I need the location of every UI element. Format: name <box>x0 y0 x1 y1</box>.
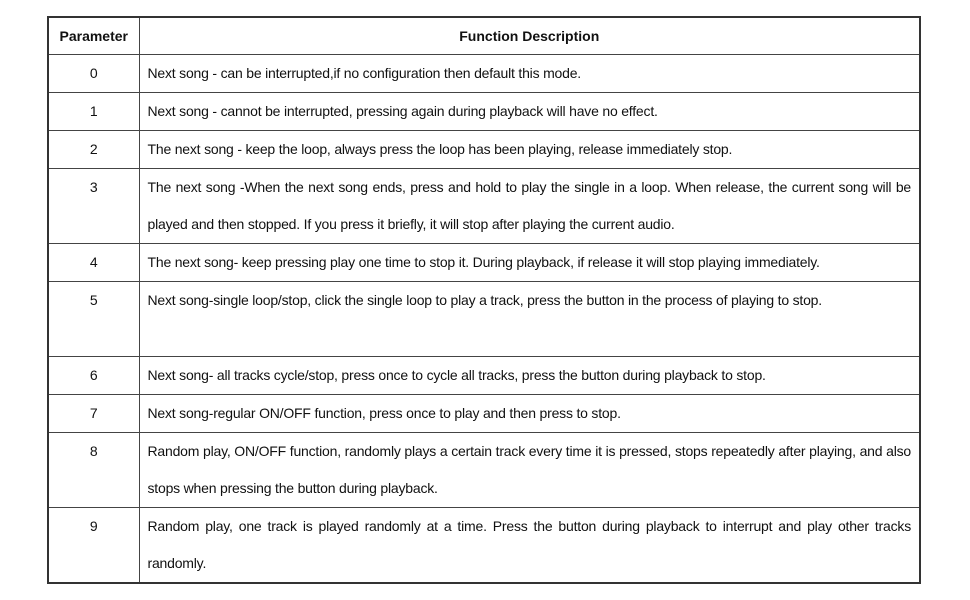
parameter-cell: 1 <box>48 93 139 131</box>
description-cell: The next song - keep the loop, always press the loop has been playing, release immediately stop. <box>139 131 920 169</box>
description-cell: Next song-regular ON/OFF function, press once to play and then press to stop. <box>139 395 920 433</box>
table-row <box>48 357 920 395</box>
parameter-cell: 9 <box>48 508 139 584</box>
table-row <box>48 93 920 131</box>
table-row <box>48 131 920 169</box>
parameter-cell: 6 <box>48 357 139 395</box>
table-row <box>48 433 920 508</box>
description-cell: Next song - can be interrupted,if no configuration then default this mode. <box>139 55 920 93</box>
table-row <box>48 282 920 357</box>
parameter-cell: 0 <box>48 55 139 93</box>
table-row <box>48 55 920 93</box>
parameter-cell: 7 <box>48 395 139 433</box>
description-cell: Next song - cannot be interrupted, pressing again during playback will have no effect. <box>139 93 920 131</box>
description-cell: Next song- all tracks cycle/stop, press once to cycle all tracks, press the button during playback to stop. <box>139 357 920 395</box>
parameter-cell: 2 <box>48 131 139 169</box>
table-row <box>48 244 920 282</box>
parameter-cell: 4 <box>48 244 139 282</box>
description-cell: The next song- keep pressing play one time to stop it. During playback, if release it will stop playing immediately. <box>139 244 920 282</box>
description-cell: Random play, ON/OFF function, randomly plays a certain track every time it is pressed, stops repeatedly after playing, and also stops when pressing the button during playback. <box>139 433 920 508</box>
parameter-table <box>47 16 921 584</box>
parameter-cell: 5 <box>48 282 139 357</box>
table-row <box>48 395 920 433</box>
description-cell: Next song-single loop/stop, click the single loop to play a track, press the button in the process of playing to stop. <box>139 282 920 357</box>
header-function-description: Function Description <box>139 17 920 55</box>
table-row <box>48 508 920 584</box>
description-cell: The next song -When the next song ends, press and hold to play the single in a loop. When release, the current song will be played and then stopped. If you press it briefly, it will stop after playing the current audio. <box>139 169 920 244</box>
table-row <box>48 169 920 244</box>
parameter-cell: 8 <box>48 433 139 508</box>
description-cell: Random play, one track is played randomly at a time. Press the button during playback to interrupt and play other tracks randomly. <box>139 508 920 584</box>
header-parameter: Parameter <box>48 17 139 55</box>
parameter-cell: 3 <box>48 169 139 244</box>
table-header-row <box>48 17 920 55</box>
